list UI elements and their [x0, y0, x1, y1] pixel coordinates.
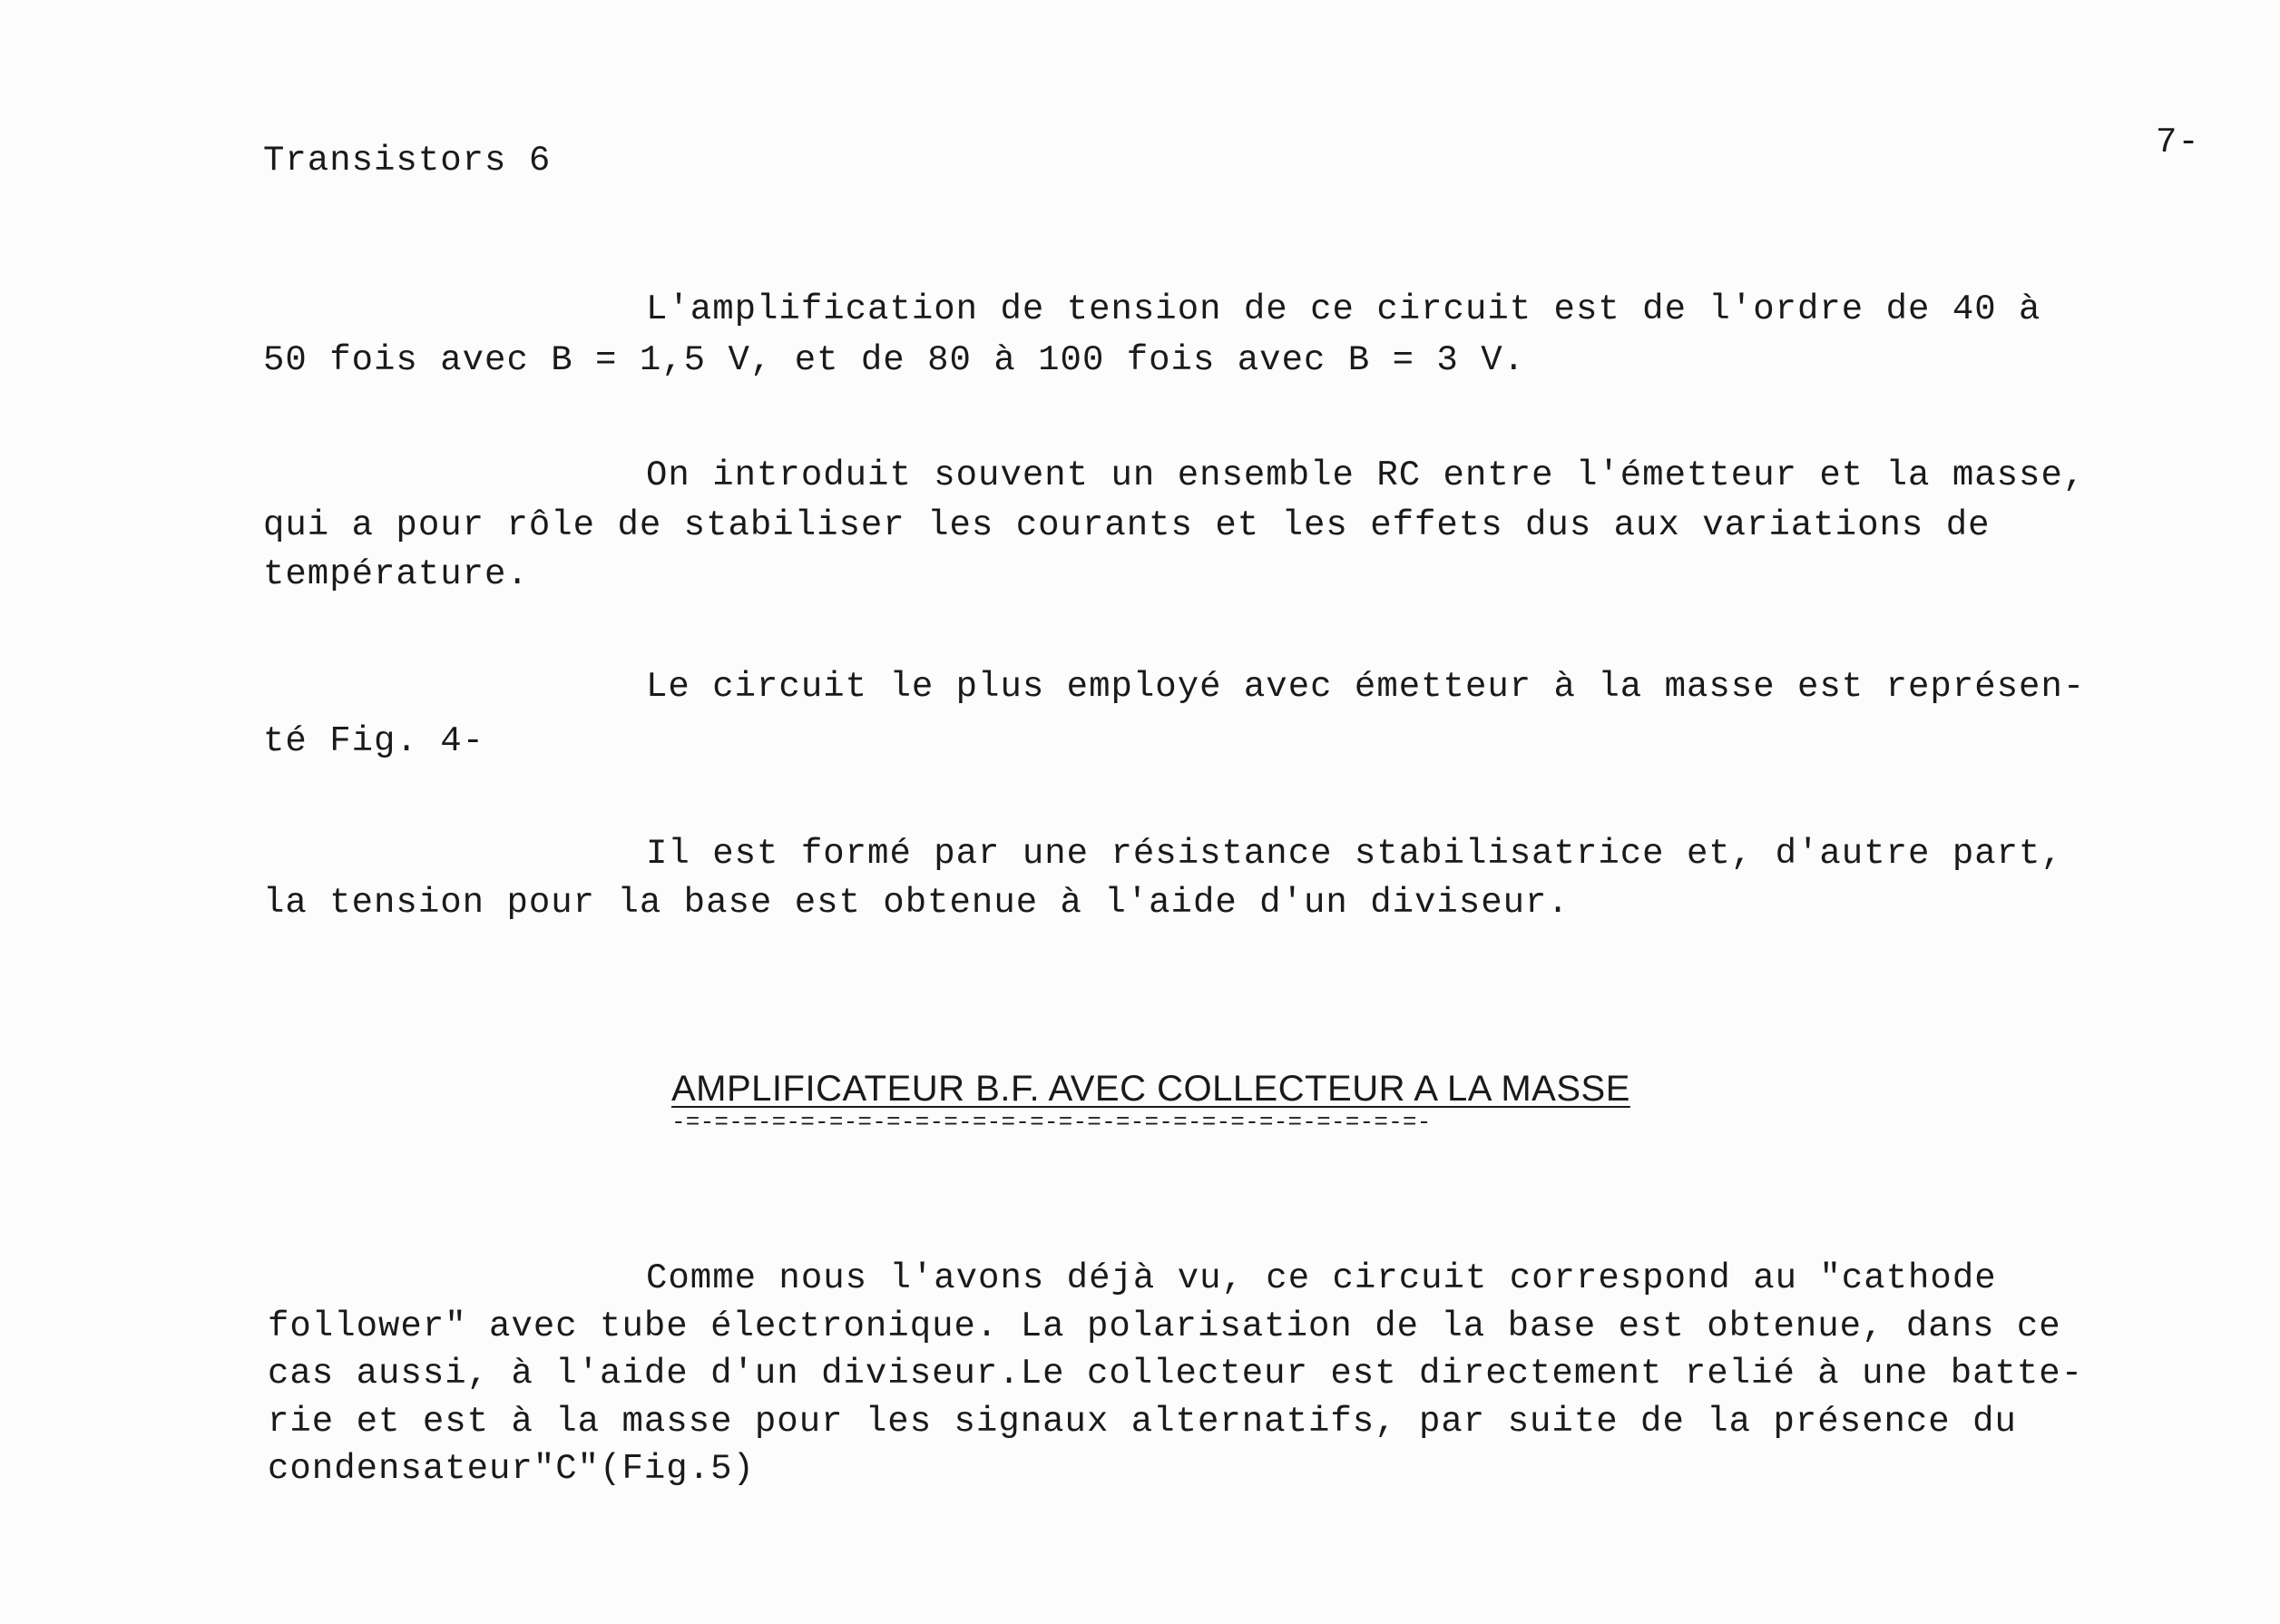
paragraph-line: qui a pour rôle de stabiliser les courants et les effets dus aux variations de — [263, 505, 1991, 545]
paragraph-line: condensateur"C"(Fig.5) — [268, 1449, 755, 1489]
paragraph-line: follower" avec tube électronique. La polarisation de la base est obtenue, dans ce — [268, 1306, 2061, 1346]
paragraph-line: Le circuit le plus employé avec émetteur à la masse est représen- — [646, 667, 2086, 707]
section-heading: AMPLIFICATEUR B.F. AVEC COLLECTEUR A LA MASSE — [671, 1069, 1630, 1109]
paragraph-line: L'amplification de tension de ce circuit est de l'ordre de 40 à — [646, 289, 2041, 329]
paragraph-line: té Fig. 4- — [263, 721, 485, 761]
paragraph-line: la tension pour la base est obtenue à l'aide d'un diviseur. — [263, 883, 1570, 923]
page-header-title: Transistors 6 — [263, 141, 552, 181]
paragraph-line: température. — [263, 554, 529, 594]
page-number: 7- — [2156, 122, 2200, 162]
section-heading-decorative-rule: -=-=-=-=-=-=-=-=-=-=-=-=-=-=-=-=-=-=-=-=-=-=-=-=-=-=- — [671, 1109, 1432, 1136]
paragraph-line: Comme nous l'avons déjà vu, ce circuit correspond au "cathode — [646, 1258, 1997, 1298]
paragraph-line: 50 fois avec B = 1,5 V, et de 80 à 100 fois avec B = 3 V. — [263, 340, 1526, 380]
paragraph-line: On introduit souvent un ensemble RC entre l'émetteur et la masse, — [646, 455, 2086, 495]
paragraph-line: rie et est à la masse pour les signaux alternatifs, par suite de la présence du — [268, 1402, 2017, 1442]
paragraph-line: cas aussi, à l'aide d'un diviseur.Le collecteur est directement relié à une batte- — [268, 1354, 2084, 1394]
paragraph-line: Il est formé par une résistance stabilisatrice et, d'autre part, — [646, 834, 2063, 874]
